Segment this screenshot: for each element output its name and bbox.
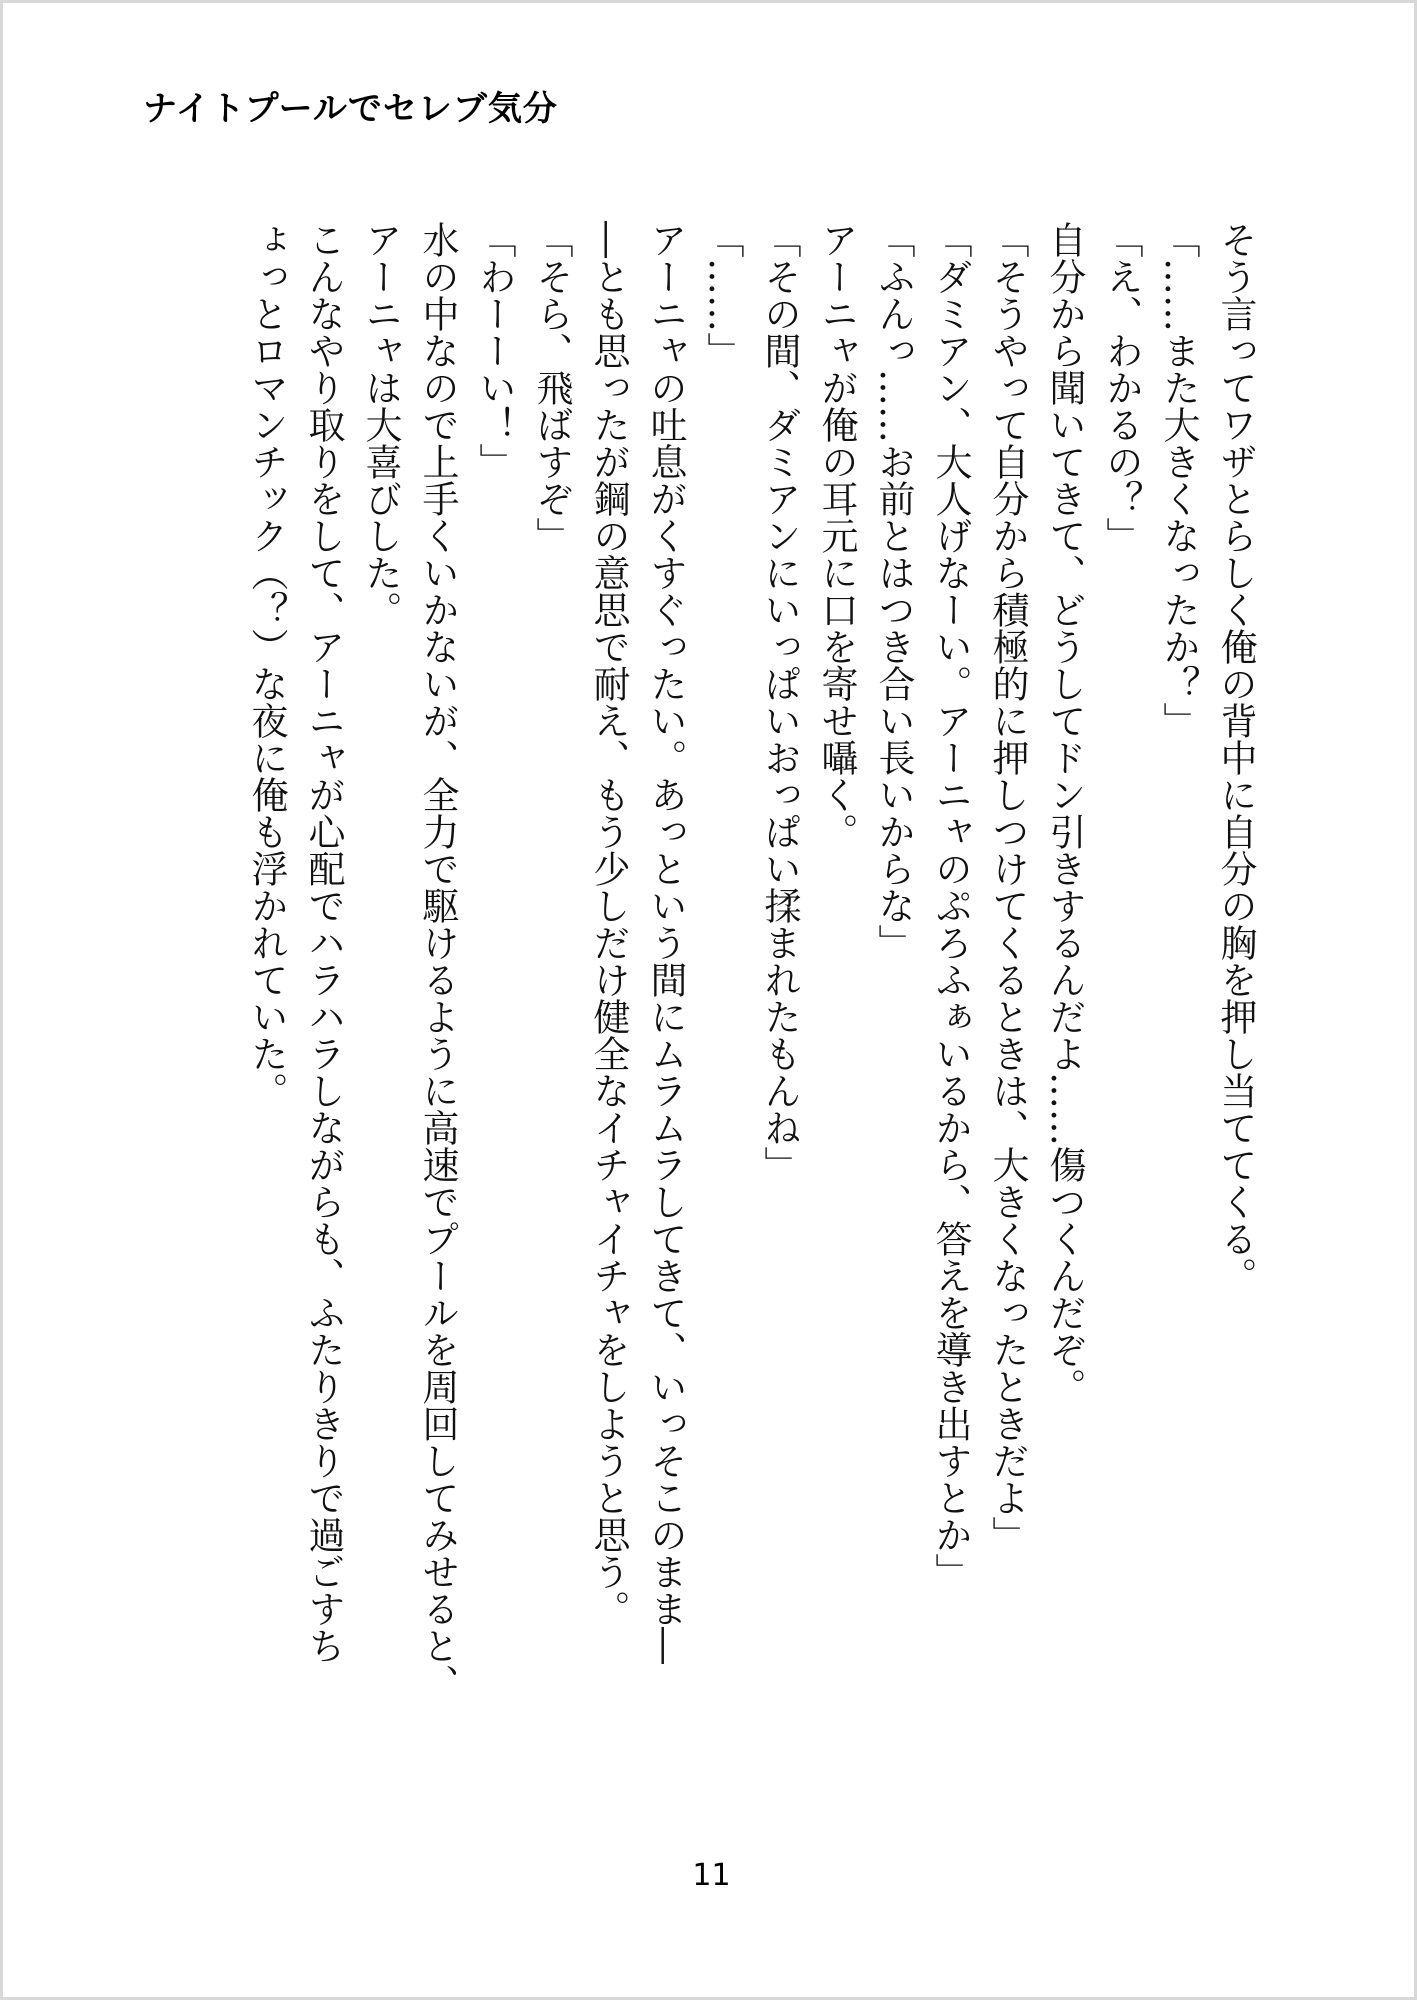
text-line: アーニャの吐息がくすぐったい。あっという間にムラムラしてきて、いっそこのまま― xyxy=(644,221,687,1664)
text-line: 「そら、飛ばすぞ」 xyxy=(530,221,573,554)
text-line: 「え、わかるの？」 xyxy=(1100,221,1143,554)
text-line: 自分から聞いてきて、どうしてドン引きするんだよ……傷つくんだぞ。 xyxy=(1043,221,1086,1405)
text-line: 「ふんっ……お前とはつき合い長いからな」 xyxy=(872,221,915,961)
text-line: こんなやり取りをして、アーニャが心配でハラハラしながらも、ふたりきりで過ごすち xyxy=(302,221,345,1664)
text-line: 「その間、ダミアンにいっぱいおっぱい揉まれたもんね」 xyxy=(758,221,801,1183)
chapter-title: ナイトプールでセレブ気分 xyxy=(143,89,558,129)
text-line: アーニャが俺の耳元に口を寄せ囁く。 xyxy=(815,221,858,850)
text-line: そう言ってワザとらしく俺の背中に自分の胸を押し当ててくる。 xyxy=(1214,221,1257,1294)
text-line: ょっとロマンチック（？）な夜に俺も浮かれていた。 xyxy=(245,221,288,1109)
text-line: 水の中なので上手くいかないが、全力で駆けるように高速でプールを周回してみせると、 xyxy=(416,221,459,1701)
text-line: 「ダミアン、大人げなーい。アーニャのぷろふぁいるから、答えを導き出すとか」 xyxy=(929,221,972,1590)
text-line: ―とも思ったが鋼の意思で耐え、もう少しだけ健全なイチャイチャをしようと思う。 xyxy=(587,221,630,1627)
text-line: 「わーーい！」 xyxy=(473,221,516,480)
page-number: 11 xyxy=(692,1858,731,1893)
vertical-body-text xyxy=(124,221,1264,1801)
text-line: 「……」 xyxy=(701,221,744,369)
text-line: 「そうやって自分から積極的に押しつけてくるときは、大きくなったときだよ」 xyxy=(986,221,1029,1553)
text-line: 「……また大きくなったか？」 xyxy=(1157,221,1200,739)
text-line: アーニャは大喜びした。 xyxy=(359,221,402,628)
